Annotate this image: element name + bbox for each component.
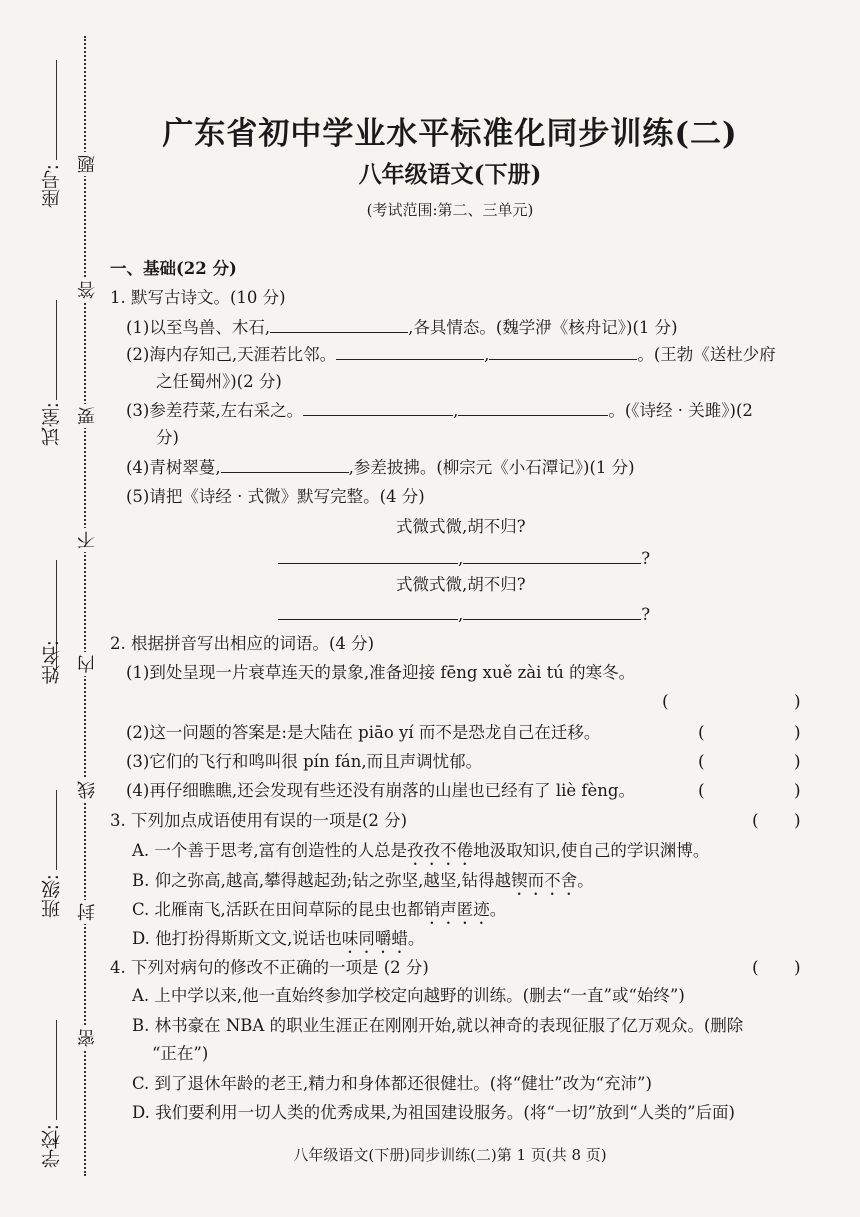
poem-blank-line [278, 605, 650, 625]
answer-paren-close: ) [794, 958, 801, 978]
answer-blank[interactable] [278, 549, 458, 564]
q3-b-post: 。 [577, 871, 594, 890]
q4-stem: 4. 下列对病句的修改不正确的一项是 (2 分) [110, 958, 429, 977]
section-heading: 一、基础(22 分) [110, 259, 237, 278]
name-label: 姓名: [41, 640, 63, 685]
q1-item-2-cont: 之任蜀州》)(2 分) [156, 372, 282, 391]
q2-item-1: (1)到处呈现一片衰草连天的景象,准备迎接 fēng xuě zài tú 的寒冬。 [126, 663, 636, 682]
q1-stem: 1. 默写古诗文。(10 分) [110, 288, 286, 307]
q1-item-1 [126, 318, 678, 338]
margin-char: 线 [75, 778, 101, 802]
seat-label: 座号: [41, 164, 63, 209]
answer-blank[interactable] [463, 605, 641, 620]
answer-blank[interactable] [489, 345, 637, 360]
dotted-idiom: 味同嚼蜡 [341, 929, 408, 948]
q1-item-3 [126, 401, 753, 421]
exam-title: 广东省初中学业水平标准化同步训练(二) [162, 116, 738, 152]
q1-3-mid: , [453, 401, 459, 420]
q1-3-post: 。(《诗经 · 关雎》)(2 [608, 401, 753, 420]
q1-item-3-cont: 分) [156, 428, 179, 447]
poem-line: 式微式微,胡不归? [396, 517, 526, 536]
q4-option-c: C. 到了退休年龄的老王,精力和身体都还很健壮。(将“健壮”改为“充沛”) [132, 1074, 652, 1093]
class-label: 班级: [41, 874, 63, 919]
exam-scope: (考试范围:第二、三单元) [366, 201, 534, 219]
poem-line: 式微式微,胡不归? [396, 575, 526, 594]
answer-paren-close: ) [794, 723, 801, 743]
room-write-line [56, 300, 57, 400]
answer-paren-open: ( [662, 692, 669, 712]
answer-blank[interactable] [463, 549, 641, 564]
poem-qmark: ? [641, 549, 651, 568]
answer-paren-close: ) [794, 752, 801, 772]
school-write-line [56, 1020, 57, 1120]
room-label: 试室: [41, 402, 63, 447]
margin-char: 题 [75, 152, 101, 176]
q2-item-3: (3)它们的飞行和鸣叫很 pín fán,而且声调忧郁。 [126, 752, 483, 771]
q1-2-post: 。(王勃《送杜少府 [637, 345, 776, 364]
q4-option-b: B. 林书豪在 NBA 的职业生涯正在刚刚开始,就以神奇的表现征服了亿万观众。(删除 [132, 1016, 744, 1035]
margin-char: 封 [75, 900, 101, 924]
q4-option-a: A. 上中学以来,他一直始终参加学校定向越野的训练。(删去“一直”或“始终”) [132, 986, 685, 1005]
poem-qmark: ? [641, 605, 651, 624]
answer-paren-open: ( [698, 752, 705, 772]
margin-char: 答 [75, 278, 101, 302]
class-write-line [56, 790, 57, 870]
q1-item-5: (5)请把《诗经 · 式微》默写完整。(4 分) [126, 487, 425, 506]
margin-char: 内 [75, 652, 101, 676]
exam-subtitle: 八年级语文(下册) [358, 161, 542, 188]
answer-paren-open: ( [698, 781, 705, 801]
q3-option-b [132, 871, 594, 899]
dotted-idiom: 销声匿迹 [423, 900, 490, 919]
q1-3-pre: (3)参差荇菜,左右采之。 [126, 401, 304, 420]
q1-4-pre: (4)青树翠蔓, [126, 458, 221, 477]
dotted-idiom: 锲而不舍 [511, 871, 578, 890]
q3-option-d [132, 929, 424, 957]
poem-comma: , [458, 605, 464, 624]
q1-2-pre: (2)海内存知己,天涯若比邻。 [126, 345, 337, 364]
answer-paren-close: ) [794, 781, 801, 801]
q3-b-pre: B. 仰之弥高,越高,攀得越起劲;钻之弥坚,越坚,钻得越 [132, 871, 512, 890]
answer-blank[interactable] [221, 458, 349, 473]
answer-paren-close: ) [794, 811, 801, 831]
q1-4-post: ,参差披拂。(柳宗元《小石潭记》)(1 分) [348, 458, 635, 477]
poem-comma: , [458, 549, 464, 568]
answer-paren-close: ) [794, 692, 801, 712]
q3-c-post: 。 [489, 900, 507, 919]
q2-item-2: (2)这一问题的答案是:是大陆在 piāo yí 而不是恐龙自己在迁移。 [126, 723, 601, 742]
q3-stem: 3. 下列加点成语使用有误的一项是(2 分) [110, 811, 408, 830]
q3-option-c [132, 900, 506, 928]
q3-d-post: 。 [407, 929, 425, 948]
q2-item-4: (4)再仔细瞧瞧,还会发现有些还没有崩落的山崖也已经有了 liè fèng。 [126, 781, 635, 800]
q1-2-mid: , [484, 345, 490, 364]
answer-blank[interactable] [336, 345, 484, 360]
q3-c-pre: C. 北雁南飞,活跃在田间草际的昆虫也都 [132, 900, 424, 919]
q2-stem: 2. 根据拼音写出相应的词语。(4 分) [110, 634, 375, 653]
margin-char: 不 [75, 528, 101, 552]
q3-d-pre: D. 他打扮得斯斯文文,说话也 [132, 929, 342, 948]
answer-blank[interactable] [270, 318, 408, 333]
answer-blank[interactable] [303, 401, 453, 416]
answer-blank[interactable] [458, 401, 608, 416]
answer-blank[interactable] [278, 605, 458, 620]
q3-option-a [132, 841, 709, 869]
answer-paren-open: ( [752, 958, 759, 978]
margin-char: 密 [75, 1026, 101, 1050]
answer-paren-open: ( [752, 811, 759, 831]
poem-blank-line [278, 549, 650, 569]
q1-item-4 [126, 458, 635, 478]
dotted-idiom: 孜孜不倦 [407, 841, 474, 860]
q3-a-pre: A. 一个善于思考,富有创造性的人总是 [132, 841, 408, 860]
q4-option-d: D. 我们要利用一切人类的优秀成果,为祖国建设服务。(将“一切”放到“人类的”后面) [132, 1103, 735, 1122]
q1-1-pre: (1)以至鸟兽、木石, [126, 318, 271, 337]
q3-a-post: 地汲取知识,使自己的学识渊博。 [473, 841, 710, 860]
page-footer: 八年级语文(下册)同步训练(二)第 1 页(共 8 页) [293, 1146, 607, 1164]
q1-1-post: ,各具情态。(魏学洢《核舟记》)(1 分) [408, 318, 678, 337]
q1-item-2 [126, 345, 776, 365]
school-label: 学校: [41, 1124, 63, 1169]
answer-paren-open: ( [698, 723, 705, 743]
margin-char: 要 [75, 404, 101, 428]
q4-option-b-cont: “正在”) [152, 1044, 209, 1063]
